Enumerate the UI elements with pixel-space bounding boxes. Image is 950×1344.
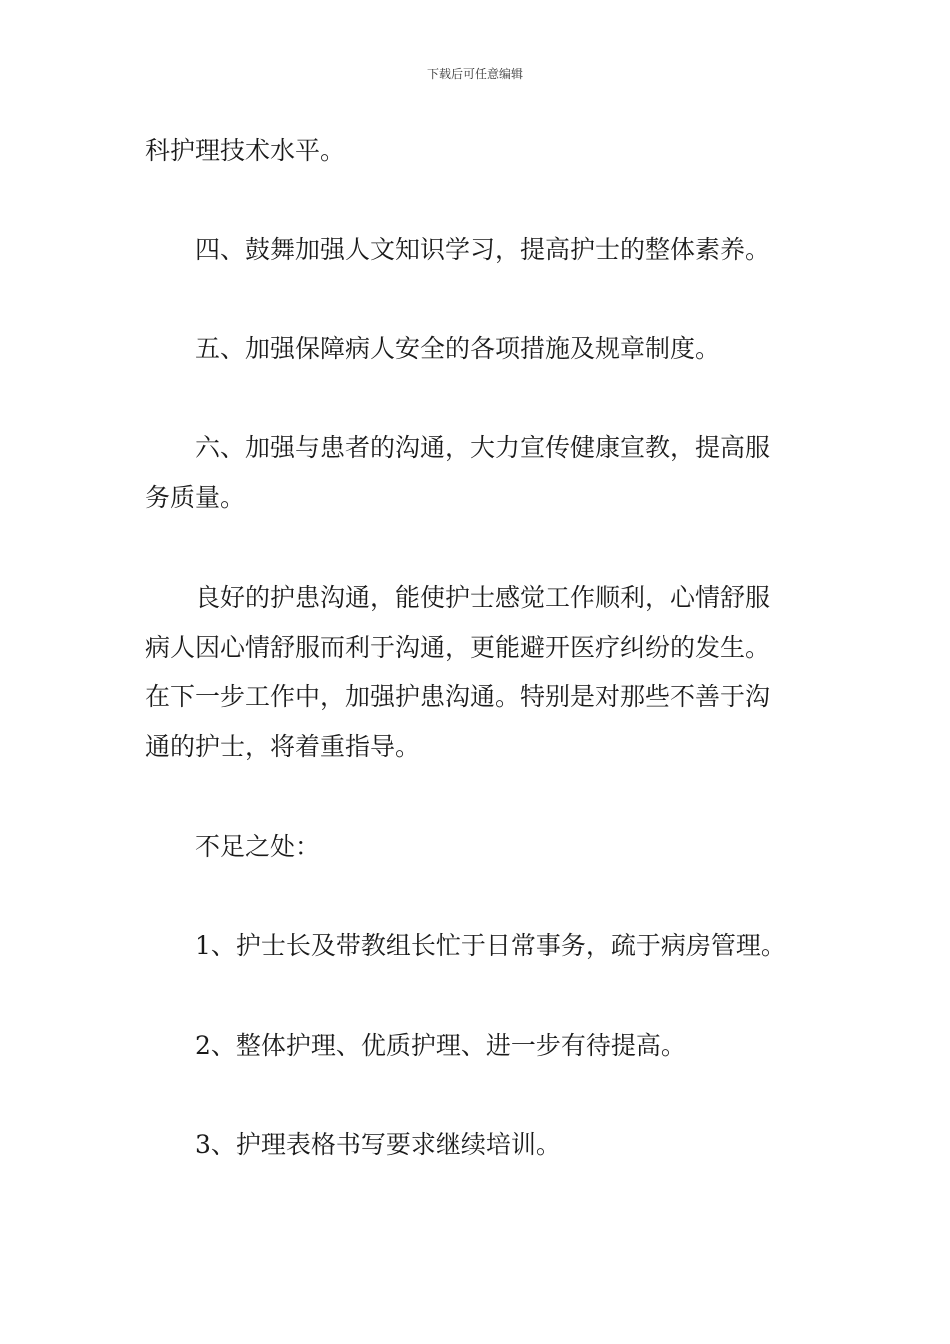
paragraph-line: 六、加强与患者的沟通，大力宣传健康宣教，提高服	[195, 433, 771, 462]
paragraph-line: 病人因心情舒服而利于沟通，更能避开医疗纠纷的发生。	[145, 633, 771, 662]
paragraph-line: 四、鼓舞加强人文知识学习，提高护士的整体素养。	[195, 235, 771, 264]
list-item: 2、整体护理、优质护理、进一步有待提高。	[195, 1031, 686, 1060]
paragraph-line: 在下一步工作中，加强护患沟通。特别是对那些不善于沟	[145, 682, 771, 711]
paragraph-line: 务质量。	[145, 483, 246, 512]
section-heading: 不足之处：	[195, 832, 321, 861]
paragraph-line: 良好的护患沟通，能使护士感觉工作顺利，心情舒服	[195, 583, 771, 612]
page-header: 下载后可任意编辑	[426, 67, 523, 81]
paragraph-line: 通的护士，将着重指导。	[145, 732, 421, 761]
list-item: 3、护理表格书写要求继续培训。	[195, 1130, 561, 1159]
paragraph-line: 五、加强保障病人安全的各项措施及规章制度。	[195, 334, 721, 363]
paragraph-line: 科护理技术水平。	[145, 136, 346, 165]
list-item: 1、护士长及带教组长忙于日常事务，疏于病房管理。	[195, 931, 786, 960]
